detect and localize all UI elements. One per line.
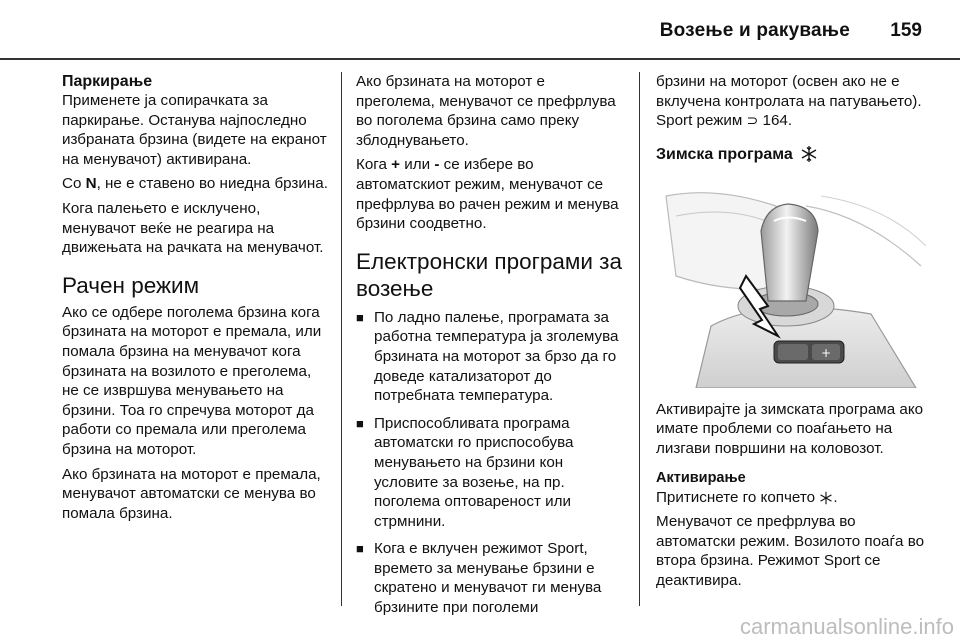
list-item <box>356 414 628 532</box>
section-heading-winter-row <box>656 145 926 164</box>
snowflake-icon <box>800 145 818 163</box>
list-item-text: Кога е вклучен режимот Sport, времето за менување брзини е скратено и менувачот ги менува брзините при поголеми <box>374 540 602 617</box>
watermark: carmanualsonline.info <box>739 614 954 639</box>
page-reference[interactable]: 164. <box>762 112 793 130</box>
page-header <box>0 0 960 60</box>
column-3 <box>656 72 926 596</box>
paragraph: Менувачот се префрлува во автоматски режим. Возилото поаѓа во втора брзина. Режимот Sport се деактивира. <box>656 513 925 589</box>
text: Притиснете го копчето <box>656 488 820 506</box>
svg-text:+: + <box>820 345 832 360</box>
list-item-text: По ладно палење, програмата за работна температура ја зголемува брзината на моторот за брзо да го доведе катализаторот до потребната температура. <box>374 308 619 405</box>
section-heading-electronic-programs: Електронски програми за возење <box>356 248 622 301</box>
list-item-text: Приспособливата програма автоматски го приспособува менувањето на брзини кон условите за возење, на пр. поголема оптовареност или стрмнини. <box>374 414 574 530</box>
paragraph <box>356 155 628 233</box>
section-heading-winter: Зимска програма <box>656 145 793 163</box>
gear-selector-drawing <box>656 176 926 388</box>
snowflake-icon <box>819 491 833 505</box>
section-heading-parking: Паркирање <box>62 73 153 90</box>
gear-selector-illustration <box>656 176 926 388</box>
paragraph: Ако се одбере поголема брзина кога брзината на моторот е премала, или помала брзина на менувачот кога брзината на возилото е преголема, не се извршува менувањето на брзини. Тоа го спречува моторот да работи со премала или преголема брзина на моторот. <box>62 303 322 458</box>
column-2 <box>356 72 628 626</box>
text: Кога <box>356 156 392 174</box>
plus-label: + <box>391 156 401 174</box>
section-heading-manual-mode: Рачен режим <box>62 272 200 298</box>
square-bullet-icon: ■ <box>356 541 364 557</box>
paragraph: Кога палењето е исклучено, менувачот веќе не реагира на движењата на рачката на менувачот. <box>62 199 324 257</box>
paragraph <box>62 174 330 194</box>
subheading-activation: Активирање <box>656 469 746 486</box>
text: или <box>400 156 435 174</box>
list-item <box>356 539 628 617</box>
arrow-reference-icon: ⊃ <box>746 112 759 129</box>
minus-label: - <box>434 156 440 174</box>
text: . <box>833 488 838 506</box>
text: , не е ставено во ниедна брзина. <box>96 175 328 193</box>
text: Со <box>62 175 86 193</box>
text: брзини на моторот (освен ако не е вклучена контролата на патувањето). Sport режим <box>656 73 922 130</box>
paragraph: Применете ја сопирачката за паркирање. Останува најпоследно избраната брзина (видете на екранот на менувачот) активирана. <box>62 92 327 168</box>
paragraph: Ако брзината на моторот е преголема, менувачот се префрлува во поголема брзина само преку зблоднувањето. <box>356 73 616 149</box>
paragraph <box>656 72 926 131</box>
column-divider <box>639 72 640 606</box>
square-bullet-icon: ■ <box>356 309 364 325</box>
paragraph <box>656 488 926 508</box>
bullet-list <box>356 308 628 618</box>
column-1 <box>62 72 330 528</box>
header-title: Возење и ракување <box>659 20 850 41</box>
square-bullet-icon: ■ <box>356 415 364 431</box>
paragraph: Активирајте ја зимската програма ако имате проблеми со поаѓањето на лизгави површини на коловозот. <box>656 400 924 457</box>
list-item <box>356 308 628 406</box>
column-divider <box>341 72 342 606</box>
page-number: 159 <box>890 20 922 41</box>
paragraph: Ако брзината на моторот е премала, менувачот автоматски се менува во помала брзина. <box>62 465 321 522</box>
gear-n-label: N <box>85 175 97 193</box>
text: се избере во автоматскиот режим, менувачот се префрлува во рачен режим и менува брзини соодветно. <box>356 156 619 233</box>
